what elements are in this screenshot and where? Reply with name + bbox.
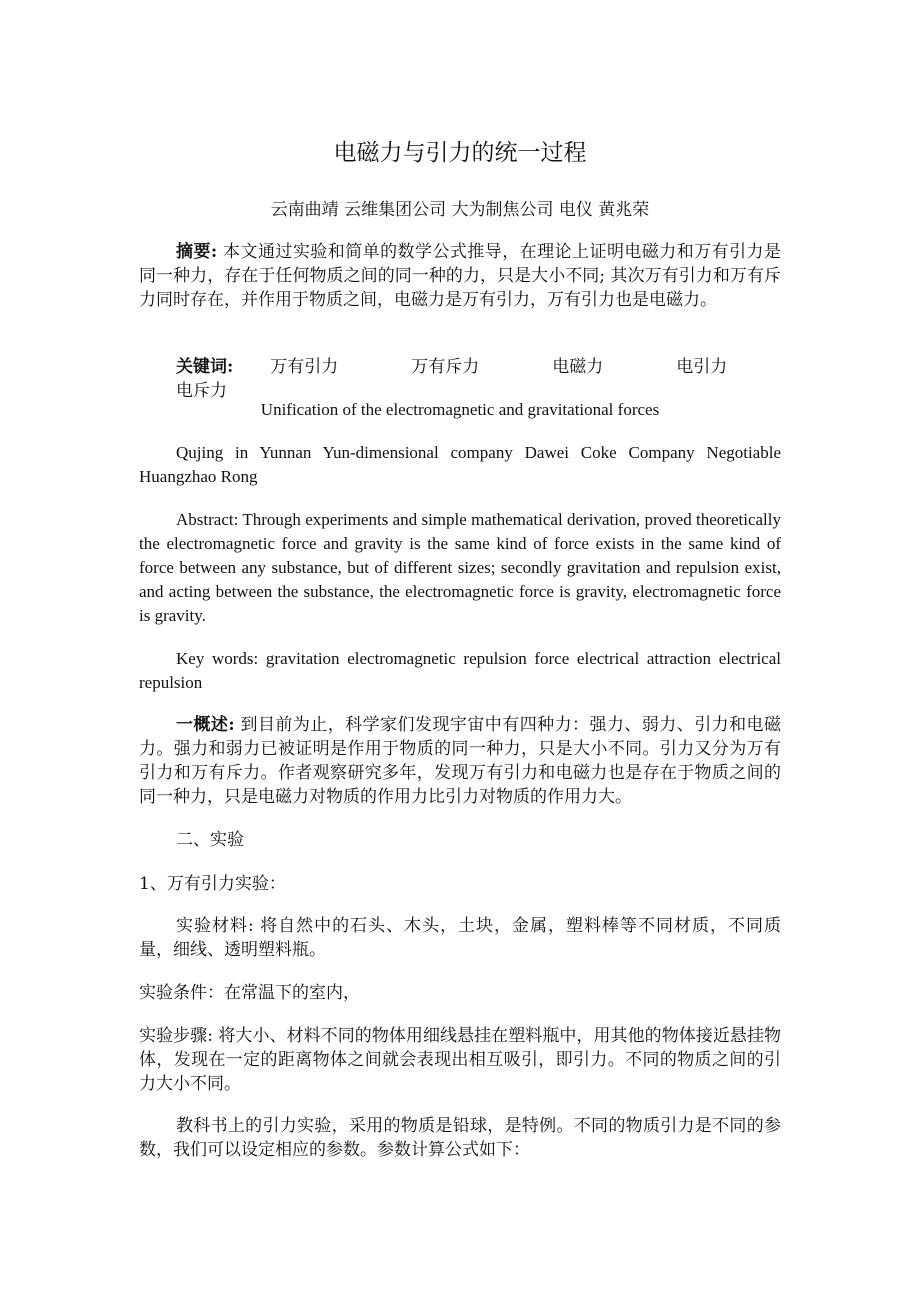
abstract-cn-text: 本文通过实验和简单的数学公式推导，在理论上证明电磁力和万有引力是同一种力，存在于任何物质之间的同一种的力，只是大小不同; 其次万有引力和万有斥力同时存在，并作用于物质之间，电磁力是万有引力，万有引力也是电磁力。 (139, 242, 782, 310)
overview-label: 一概述: (176, 715, 235, 735)
overview-paragraph (139, 713, 781, 809)
conditions-paragraph: 实验条件：在常温下的室内， (139, 983, 360, 1003)
abstract-cn (139, 240, 781, 312)
keywords-cn-label: 关键词: (176, 357, 234, 377)
subsection-heading-gravity: 1、万有引力实验： (139, 874, 286, 894)
abstract-en: Abstract: Through experiments and simple mathematical derivation, proved theoretically the electromagnetic force and gravity is the same kind of force exists in the same kind of force between any substance, but of different sizes; secondly gravitation and repulsion exist, and acting between the substance, the electromagnetic force is gravity, electromagnetic force is gravity. (139, 510, 781, 625)
keywords-cn (139, 355, 781, 403)
keyword-item: 万有斥力 (411, 357, 480, 377)
keyword-item: 电斥力 (176, 381, 227, 401)
paper-title: 电磁力与引力的统一过程 (333, 140, 587, 166)
title-en: Unification of the electromagnetic and gravitational forces (260, 400, 660, 419)
author-en: Qujing in Yunnan Yun-dimensional company Dawei Coke Company Negotiable Huangzhao Rong (139, 443, 781, 486)
overview-text: 到目前为止，科学家们发现宇宙中有四种力：强力、弱力、引力和电磁力。强力和弱力已被证明是作用于物质的同一种力，只是大小不同。引力又分为万有引力和万有斥力。作者观察研究多年，发现万有引力和电磁力也是存在于物质之间的同一种力，只是电磁力对物质的作用力比引力对物质的作用力大。 (139, 715, 782, 807)
keywords-en: Key words: gravitation electromagnetic repulsion force electrical attraction electrical repulsion (139, 649, 781, 692)
keyword-item: 万有引力 (270, 357, 339, 377)
materials-paragraph: 实验材料: 将自然中的石头、木头，土块，金属，塑料棒等不同材质，不同质量，细线、透明塑料瓶。 (139, 916, 781, 960)
author-line: 云南曲靖 云维集团公司 大为制焦公司 电仪 黄兆荣 (270, 200, 650, 220)
textbook-paragraph: 教科书上的引力实验，采用的物质是铅球，是特例。不同的物质引力是不同的参数，我们可以设定相应的参数。参数计算公式如下： (139, 1116, 781, 1160)
section-heading-experiment: 二、实验 (176, 830, 244, 850)
abstract-cn-label: 摘要 (176, 242, 211, 262)
abstract-cn-colon: : (210, 242, 218, 262)
keyword-item: 电磁力 (552, 357, 604, 377)
keyword-item: 电引力 (676, 357, 728, 377)
steps-paragraph: 实验步骤: 将大小、材料不同的物体用细线悬挂在塑料瓶中，用其他的物体接近悬挂物体，发现在一定的距离物体之间就会表现出相互吸引，即引力。不同的物质之间的引力大小不同。 (139, 1026, 781, 1094)
